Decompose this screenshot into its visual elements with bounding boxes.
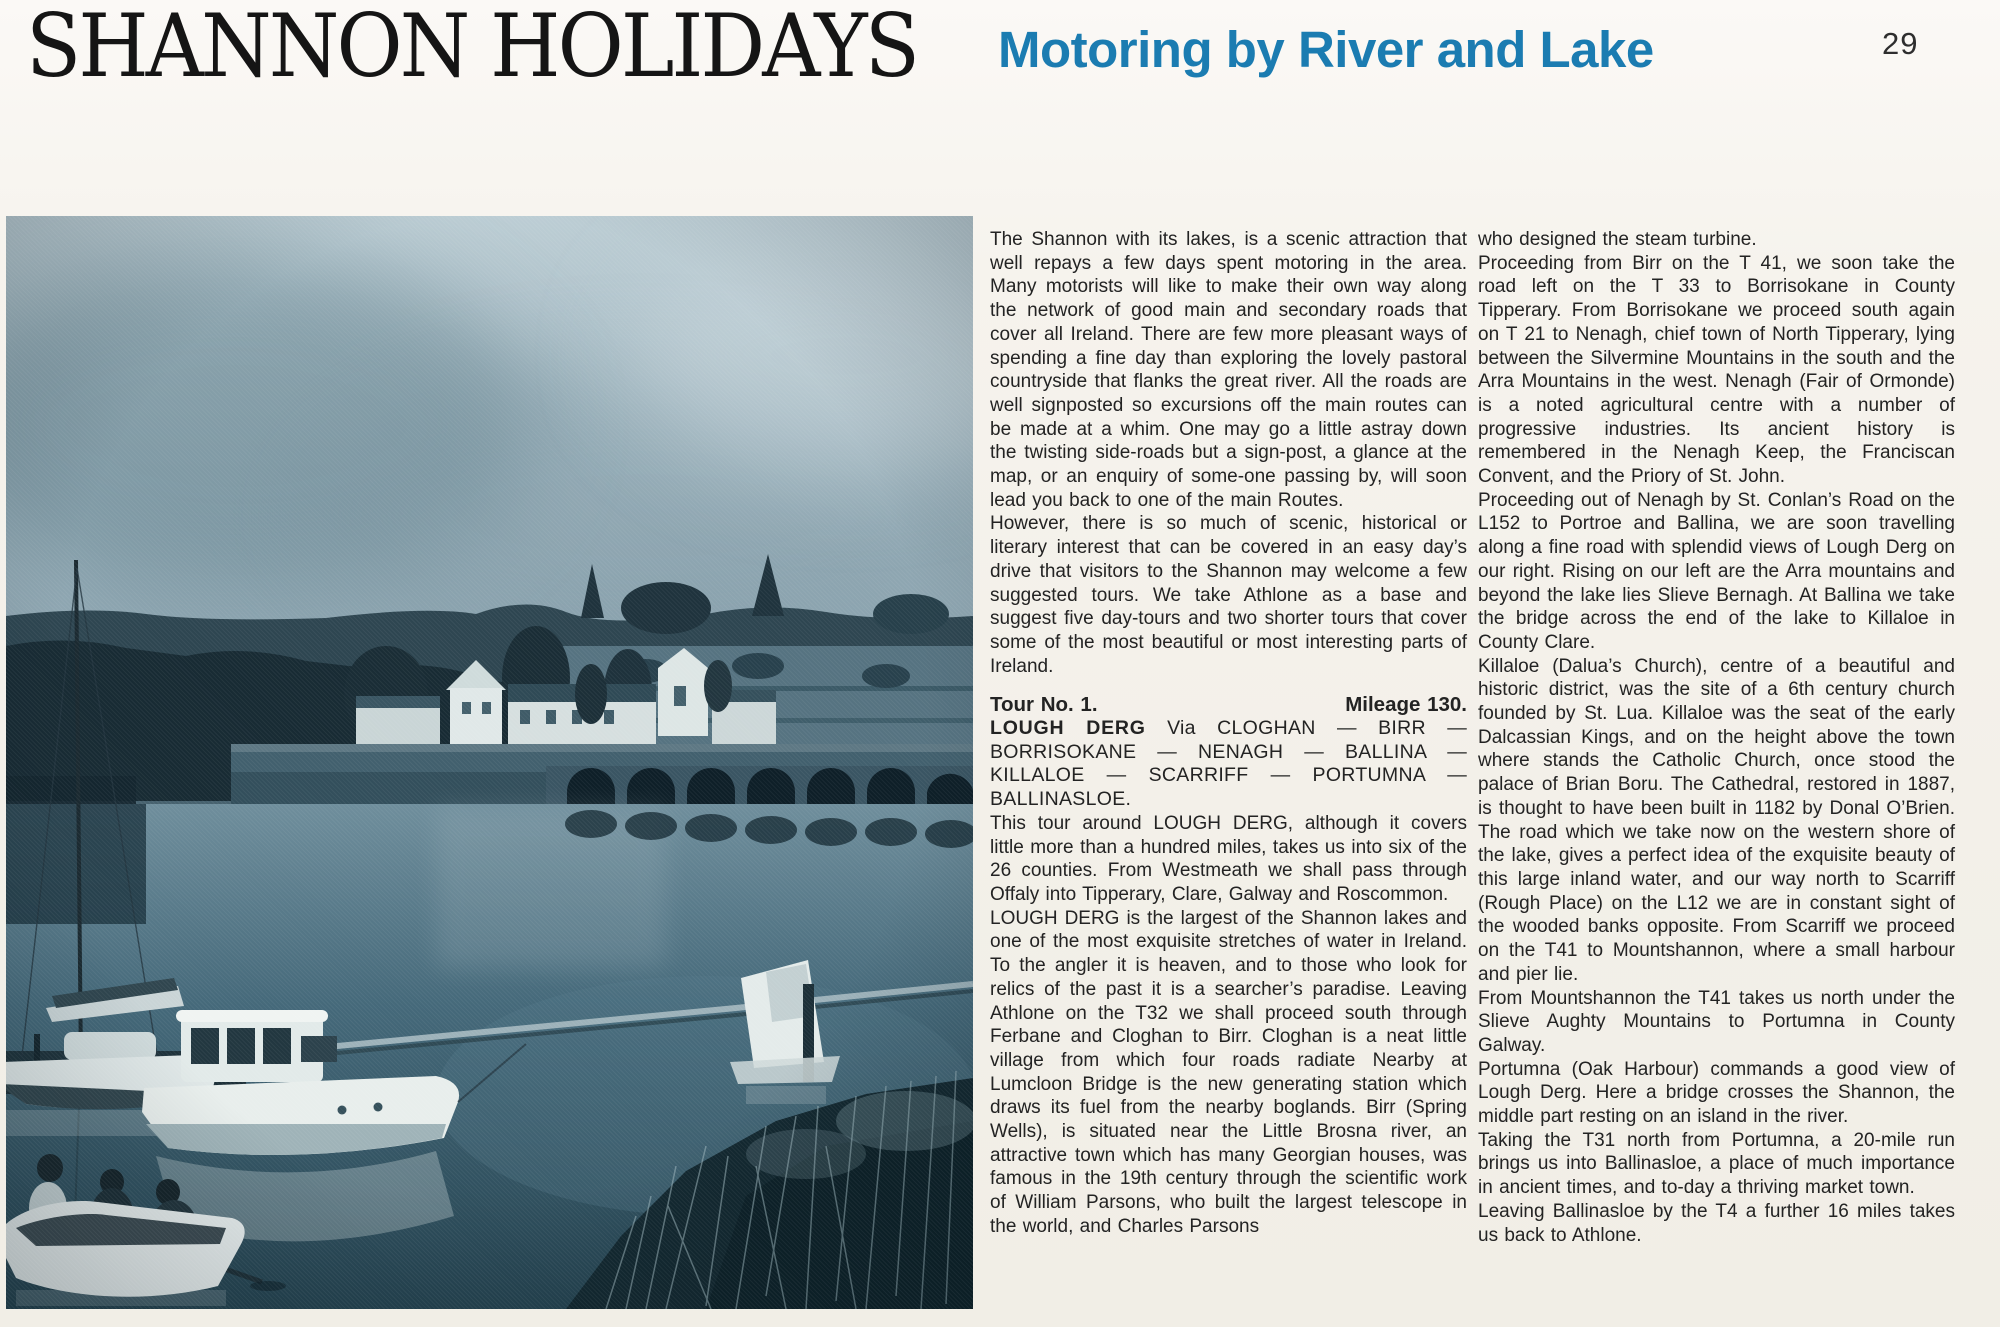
route-summary xyxy=(990,717,1467,812)
paragraph-ballinasloe: Taking the T31 north from Portumna, a 20-mile run brings us into Ballinasloe, a place of much importance in ancient times, and to-day a thriving market town. xyxy=(1478,1129,1955,1199)
river-photo xyxy=(6,216,973,1309)
paragraph-intro-b: However, there is so much of scenic, historical or literary interest that can be covered in an easy day’s drive that visitors to the Shannon may welcome a few suggested tours. We take Athlone as a base and suggest five day-tours and two shorter tours that cover some of the most beautiful or most interesting parts of Ireland. xyxy=(990,513,1467,677)
route-rest: Via CLOGHAN — BIRR — BORRISOKANE — NENAGH — BALLINA — KILLALOE — SCARRIFF — PORTUMNA — BALLINASLOE. xyxy=(990,717,1467,811)
paragraph-mountshannon: From Mountshannon the T41 takes us north under the Slieve Aughty Mountains to Portumna in County Galway. xyxy=(1478,987,1955,1056)
paragraph-portumna: Portumna (Oak Harbour) commands a good view of Lough Derg. Here a bridge crosses the Shannon, the middle part resting on an island in the river. xyxy=(1478,1058,1955,1128)
paragraph-turbine: who designed the steam turbine. xyxy=(1478,229,1757,250)
paragraph-return-athlone: Leaving Ballinasloe by the T4 a further 16 miles takes us back to Athlone. xyxy=(1478,1200,1955,1246)
paragraph-birr-nenagh: Proceeding from Birr on the T 41, we soon take the road left on the T 33 to Borrisokane in County Tipperary. From Borrisokane we proceed south again on T 21 to Nenagh, chief town of North Tipperary, lying between the Silvermine Mountains in the south and the Arra Mountains in the west. Nenagh (Fair of Ormonde) is a noted agricultural centre with a number of progressive industries. Its ancient history is remembered in the Nenagh Keep, the Franciscan Convent, and the Priory of St. John. xyxy=(1478,252,1955,488)
mileage-label: Mileage 130. xyxy=(1345,693,1467,717)
paragraph-intro-a: The Shannon with its lakes, is a scenic attraction that well repays a few days spent motoring in the area. Many motorists will like to make their own way along the network of good main and secondary roads that cover all Ireland. There are few more pleasant ways of spending a fine day than exploring the lovely pastoral countryside that flanks the great river. All the roads are well signposted so excursions off the main routes can be made at a whim. One may go a little astray down the twisting side-roads but a sign-post, a glance at the map, or an enquiry of some-one passing by, will soon lead you back to one of the main Routes. xyxy=(990,229,1467,511)
tour-number-label: Tour No. 1. xyxy=(990,693,1098,717)
photo-vignette xyxy=(6,216,973,1309)
article-column-1 xyxy=(990,228,1467,1239)
route-lead: LOUGH DERG xyxy=(990,717,1146,740)
tour-heading-row xyxy=(990,693,1467,717)
paragraph-nenagh-killaloe: Proceeding out of Nenagh by St. Conlan’s Road on the L152 to Portroe and Ballina, we are soon travelling along a fine road with splendid views of Lough Derg on our right. Rising on our left are the Arra mountains and beyond the lake lies Slieve Bernagh. At Ballina we take the bridge across the end of the lake to Killaloe in County Clare. xyxy=(1478,489,1955,653)
article-column-2 xyxy=(1478,228,1955,1247)
river-photo-art xyxy=(6,216,973,1309)
paragraph-killaloe: Killaloe (Dalua’s Church), centre of a beautiful and historic district, was the site of a 6th century church founded by St. Lua. Killaloe was the seat of the early Dalcassian Kings, and on the height above the town where stands the Catholic Church, once stood the palace of Brian Boru. The Cathedral, restored in 1887, is thought to have been built in 1182 by Donal O’Brien. The road which we take now on the western shore of the lake, gives a perfect idea of the exquisite beauty of this large inland water, and our way north to Scarriff (Rough Place) on the L12 we are in constant sight of the wooded banks opposite. From Scarriff we proceed on the T41 to Mountshannon, where a small harbour and pier lie. xyxy=(1478,655,1955,985)
paragraph-lough-derg: LOUGH DERG is the largest of the Shannon lakes and one of the most exquisite stretches of water in Ireland. To the angler it is heaven, and to those who look for relics of the past it is a searcher’s paradise. Leaving Athlone on the T32 we shall proceed south through Ferbane and Cloghan to Birr. Cloghan is a neat little village from which four roads radiate Nearby at Lumcloon Bridge is the new generating station which draws its fuel from the nearby boglands. Birr (Spring Wells), is situated near the Little Brosna river, an attractive town which has many Georgian houses, was famous in the 19th century through the scientific work of William Parsons, who built the largest telescope in the world, and Charles Parsons xyxy=(990,907,1467,1237)
page-number: 29 xyxy=(1882,26,1919,61)
paragraph-tour-overview: This tour around LOUGH DERG, although it covers little more than a hundred miles, takes us into six of the 26 counties. From Westmeath we shall pass through Offaly into Tipperary, Clare, Galway and Roscommon. xyxy=(990,812,1467,905)
page-headline: Motoring by River and Lake xyxy=(998,21,1654,78)
brand-title: SHANNON HOLIDAYS xyxy=(26,0,918,97)
